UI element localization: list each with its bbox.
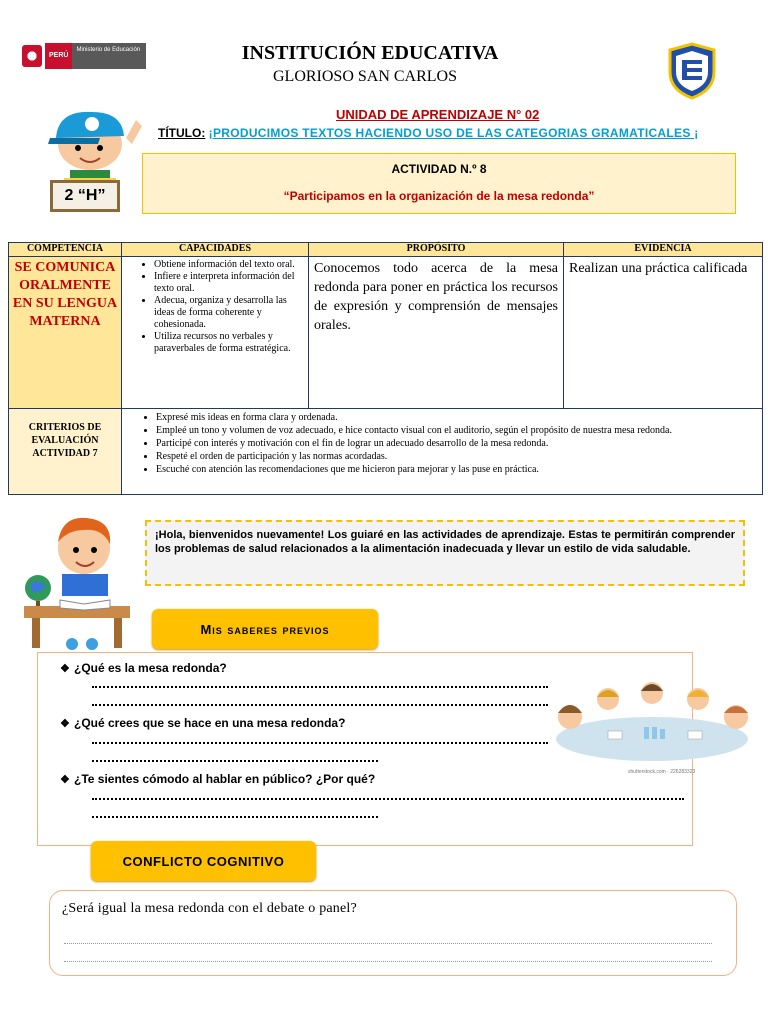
title-label: TÍTULO: [158, 126, 206, 140]
list-item: • Respeté el orden de participación y las normas acordadas. [156, 450, 758, 463]
conflicto-question: ¿Será igual la mesa redonda con el debate o panel? [62, 901, 357, 916]
capacidades-cell [122, 257, 309, 409]
diamond-bullet-icon: ❖ [60, 774, 70, 786]
unit-title-row [158, 126, 699, 140]
criterios-label: CRITERIOS DE EVALUACIÓN ACTIVIDAD 7 [9, 409, 122, 495]
header-proposito: PROPÓSITO [309, 243, 564, 257]
activity-name: “Participamos en la organización de la mesa redonda” [283, 189, 595, 203]
question-item [60, 716, 345, 730]
answer-line [92, 742, 548, 744]
competency-table [8, 242, 763, 495]
conflicto-question-box [49, 890, 737, 976]
peru-shield-icon [22, 45, 42, 67]
criterios-cell [122, 409, 763, 495]
round-table-meeting-illustration [548, 677, 754, 777]
welcome-message: ¡Hola, bienvenidos nuevamente! Los guiaré en las actividades de aprendizaje. Estas te permitirán comprender los problemas de salud relacionados a la alimentación inadecuada y llevar un estilo de vida saludable. [145, 520, 745, 586]
question-text: ¿Qué crees que se hace en una mesa redonda? [74, 716, 346, 730]
answer-line [92, 704, 548, 706]
header-capacidades: CAPACIDADES [122, 243, 309, 257]
unit-label: UNIDAD DE APRENDIZAJE N° 02 [336, 107, 540, 122]
diamond-bullet-icon: ❖ [60, 718, 70, 730]
list-item: • Infiere e interpreta información del texto oral. [154, 271, 304, 295]
list-item: • Escuché con atención las recomendaciones que me hicieron para mejorar y las puse en práctica. [156, 463, 758, 476]
grade-sign: 2 “H” [50, 180, 120, 212]
saberes-previos-tag: Mis saberes previos [152, 609, 378, 649]
answer-line [92, 798, 684, 800]
question-text: ¿Te sientes cómodo al hablar en público? ¿Por qué? [74, 772, 376, 786]
boy-at-desk-illustration [22, 508, 132, 652]
ministry-logo [22, 43, 146, 69]
list-item: • Empleé un tono y volumen de voz adecuado, e hice contacto visual con el auditorio, según el propósito de nuestra mesa redonda. [156, 424, 758, 437]
question-item [60, 772, 375, 786]
competencia-cell: SE COMUNICA ORALMENTE EN SU LENGUA MATERNA [9, 257, 122, 409]
activity-number: ACTIVIDAD N.º 8 [391, 162, 487, 176]
diamond-bullet-icon: ❖ [60, 663, 70, 675]
header-evidencia: EVIDENCIA [564, 243, 763, 257]
list-item: • Expresé mis ideas en forma clara y ordenada. [156, 411, 758, 424]
list-item: • Adecua, organiza y desarrolla las ideas de forma coherente y cohesionada. [154, 295, 304, 331]
boy-cap-illustration [40, 108, 144, 232]
ministry-country: PERÚ [45, 43, 72, 69]
table-header-row [9, 243, 763, 257]
list-item: • Participé con interés y motivación con el fin de lograr un adecuado desarrollo de la mesa redonda. [156, 437, 758, 450]
table-row [9, 409, 763, 495]
question-item [60, 661, 227, 675]
proposito-cell: Conocemos todo acerca de la mesa redonda para poner en práctica los recursos de expresión y comprensión de mensajes orales. [309, 257, 564, 409]
school-crest-icon [664, 42, 720, 100]
answer-line [64, 961, 712, 962]
conflicto-cognitivo-tag: CONFLICTO COGNITIVO [91, 841, 316, 881]
table-row [9, 257, 763, 409]
activity-box [142, 153, 736, 214]
answer-line [92, 760, 378, 762]
ministry-name: Ministerio de Educación [72, 43, 146, 69]
image-caption: shutterstock.com · 226283323 [628, 769, 696, 775]
answer-line [64, 943, 712, 944]
answer-line [92, 686, 548, 688]
header-competencia: COMPETENCIA [9, 243, 122, 257]
answer-line [92, 816, 378, 818]
list-item: • Utiliza recursos no verbales y paraverbales de forma estratégica. [154, 331, 304, 355]
title-value: ¡PRODUCIMOS TEXTOS HACIENDO USO DE LAS CATEGORIAS GRAMATICALES ¡ [208, 126, 699, 140]
institution-title: INSTITUCIÓN EDUCATIVA [241, 42, 499, 64]
list-item: • Obtiene información del texto oral. [154, 259, 304, 271]
institution-name: GLORIOSO SAN CARLOS [272, 68, 458, 85]
evidencia-cell: Realizan una práctica calificada [564, 257, 763, 409]
question-text: ¿Qué es la mesa redonda? [74, 661, 227, 675]
